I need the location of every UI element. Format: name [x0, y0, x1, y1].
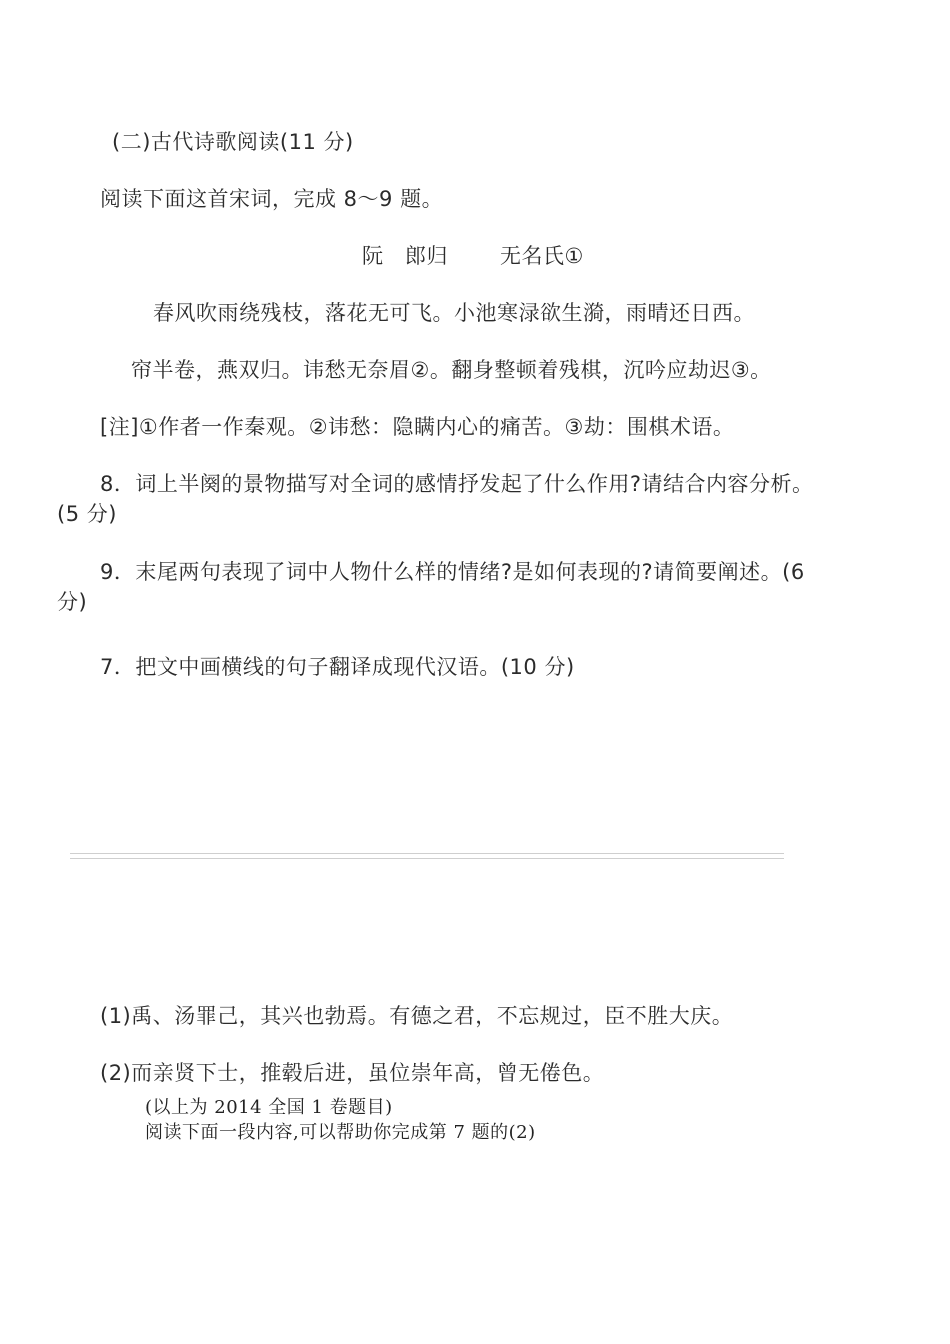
poem-note: [注]①作者一作秦观。②讳愁：隐瞒内心的痛苦。③劫：围棋术语。 [100, 415, 735, 439]
translation-item-1: (1)禹、汤罪己，其兴也勃焉。有德之君，不忘规过，臣不胜大庆。 [100, 1004, 734, 1028]
reading-hint: 阅读下面一段内容,可以帮助你完成第 7 题的(2) [145, 1122, 536, 1143]
translation-item-2: (2)而亲贤下士，推毂后进，虽位崇年高，曾无倦色。 [100, 1061, 605, 1085]
source-note: (以上为 2014 全国 1 卷题目) [145, 1097, 393, 1118]
question-8-line-2: (5 分) [57, 502, 117, 526]
poem-title: 阮 郎归 [362, 244, 448, 268]
question-8-line-1: 8．词上半阕的景物描写对全词的感情抒发起了什么作用?请结合内容分析。 [100, 472, 814, 496]
question-9-line-2: 分) [57, 590, 88, 614]
poem-author: 无名氏① [500, 244, 584, 268]
poem-line-1: 春风吹雨绕残枝，落花无可飞。小池寒渌欲生漪，雨晴还日西。 [153, 301, 755, 325]
poem-line-2: 帘半卷，燕双归。讳愁无奈眉②。翻身整顿着残棋，沉吟应劫迟③。 [131, 358, 772, 382]
instruction-text: 阅读下面这首宋词，完成 8～9 题。 [100, 187, 444, 211]
section-title: (二)古代诗歌阅读(11 分) [112, 130, 354, 154]
question-7: 7．把文中画横线的句子翻译成现代汉语。(10 分) [100, 655, 575, 679]
page-divider [70, 853, 784, 859]
question-9-line-1: 9．末尾两句表现了词中人物什么样的情绪?是如何表现的?请简要阐述。(6 [100, 560, 805, 584]
